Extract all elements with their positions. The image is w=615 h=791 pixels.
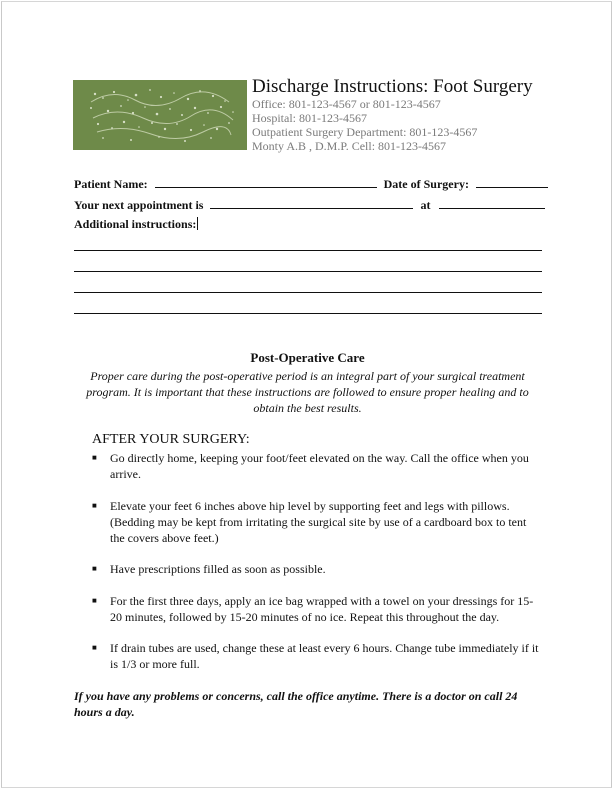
patient-name-field[interactable] bbox=[155, 176, 377, 188]
date-of-surgery-field[interactable] bbox=[476, 176, 548, 188]
clinic-logo bbox=[73, 80, 247, 150]
post-op-title: Post-Operative Care bbox=[250, 350, 365, 365]
patient-name-row bbox=[74, 176, 548, 192]
list-item-text: For the first three days, apply an ice bag wrapped with a towel on your dressings for 15-20 minutes, followed by 15-20 minutes of no ice. Repeat this throughout the day. bbox=[110, 594, 534, 624]
appointment-label: Your next appointment is bbox=[74, 198, 204, 212]
bullet-icon: ■ bbox=[92, 596, 97, 605]
patient-name-label: Patient Name: bbox=[74, 177, 148, 191]
list-item-text: Go directly home, keeping your foot/feet elevated on the way. Call the office when you arrive. bbox=[110, 451, 529, 481]
text-cursor bbox=[197, 217, 198, 230]
instructions-line-1[interactable] bbox=[74, 250, 542, 251]
bullet-icon: ■ bbox=[92, 643, 97, 652]
list-item bbox=[92, 640, 542, 672]
bullet-icon: ■ bbox=[92, 564, 97, 573]
closing-note: If you have any problems or concerns, call the office anytime. There is a doctor on call 24 hours a day. bbox=[74, 689, 518, 719]
instructions-line-4[interactable] bbox=[74, 313, 542, 314]
list-item bbox=[92, 593, 542, 625]
list-item-text: Elevate your feet 6 inches above hip level by supporting feet and legs with pillows. (Bedding may be kept from irritating the surgical site by use of a cardboard box to tent the covers above feet.) bbox=[110, 499, 527, 545]
document-title: Discharge Instructions: Foot Surgery bbox=[252, 76, 533, 97]
contact-office: Office: 801-123-4567 or 801-123-4567 bbox=[252, 97, 441, 111]
appointment-time-field[interactable] bbox=[439, 197, 545, 209]
additional-instructions-label: Additional instructions: bbox=[74, 217, 197, 231]
list-item bbox=[92, 498, 542, 546]
bullet-icon: ■ bbox=[92, 501, 97, 510]
contact-hospital: Hospital: 801-123-4567 bbox=[252, 111, 367, 125]
appointment-row bbox=[74, 197, 545, 213]
appointment-at-label: at bbox=[420, 198, 431, 212]
after-surgery-heading: AFTER YOUR SURGERY: bbox=[92, 432, 250, 447]
list-item bbox=[92, 450, 542, 482]
contact-doctor-cell: Monty A.B , D.M.P. Cell: 801-123-4567 bbox=[252, 139, 447, 153]
logo-texture-graphic bbox=[73, 80, 247, 150]
list-item bbox=[92, 561, 542, 577]
list-item-text: If drain tubes are used, change these at least every 6 hours. Change tube immediately if it is 1/3 or more full. bbox=[110, 641, 539, 671]
list-item-text: Have prescriptions filled as soon as possible. bbox=[110, 562, 326, 576]
bullet-icon: ■ bbox=[92, 453, 97, 462]
instructions-line-2[interactable] bbox=[74, 271, 542, 272]
post-op-intro: Proper care during the post-operative period is an integral part of your surgical treatment program. It is important that these instructions are followed to ensure proper healing and to obtain the best results. bbox=[86, 369, 529, 415]
instructions-line-3[interactable] bbox=[74, 292, 542, 293]
appointment-date-field[interactable] bbox=[210, 197, 413, 209]
contact-outpatient: Outpatient Surgery Department: 801-123-4567 bbox=[252, 125, 478, 139]
date-of-surgery-label: Date of Surgery: bbox=[383, 177, 469, 191]
additional-instructions-row bbox=[74, 217, 198, 232]
